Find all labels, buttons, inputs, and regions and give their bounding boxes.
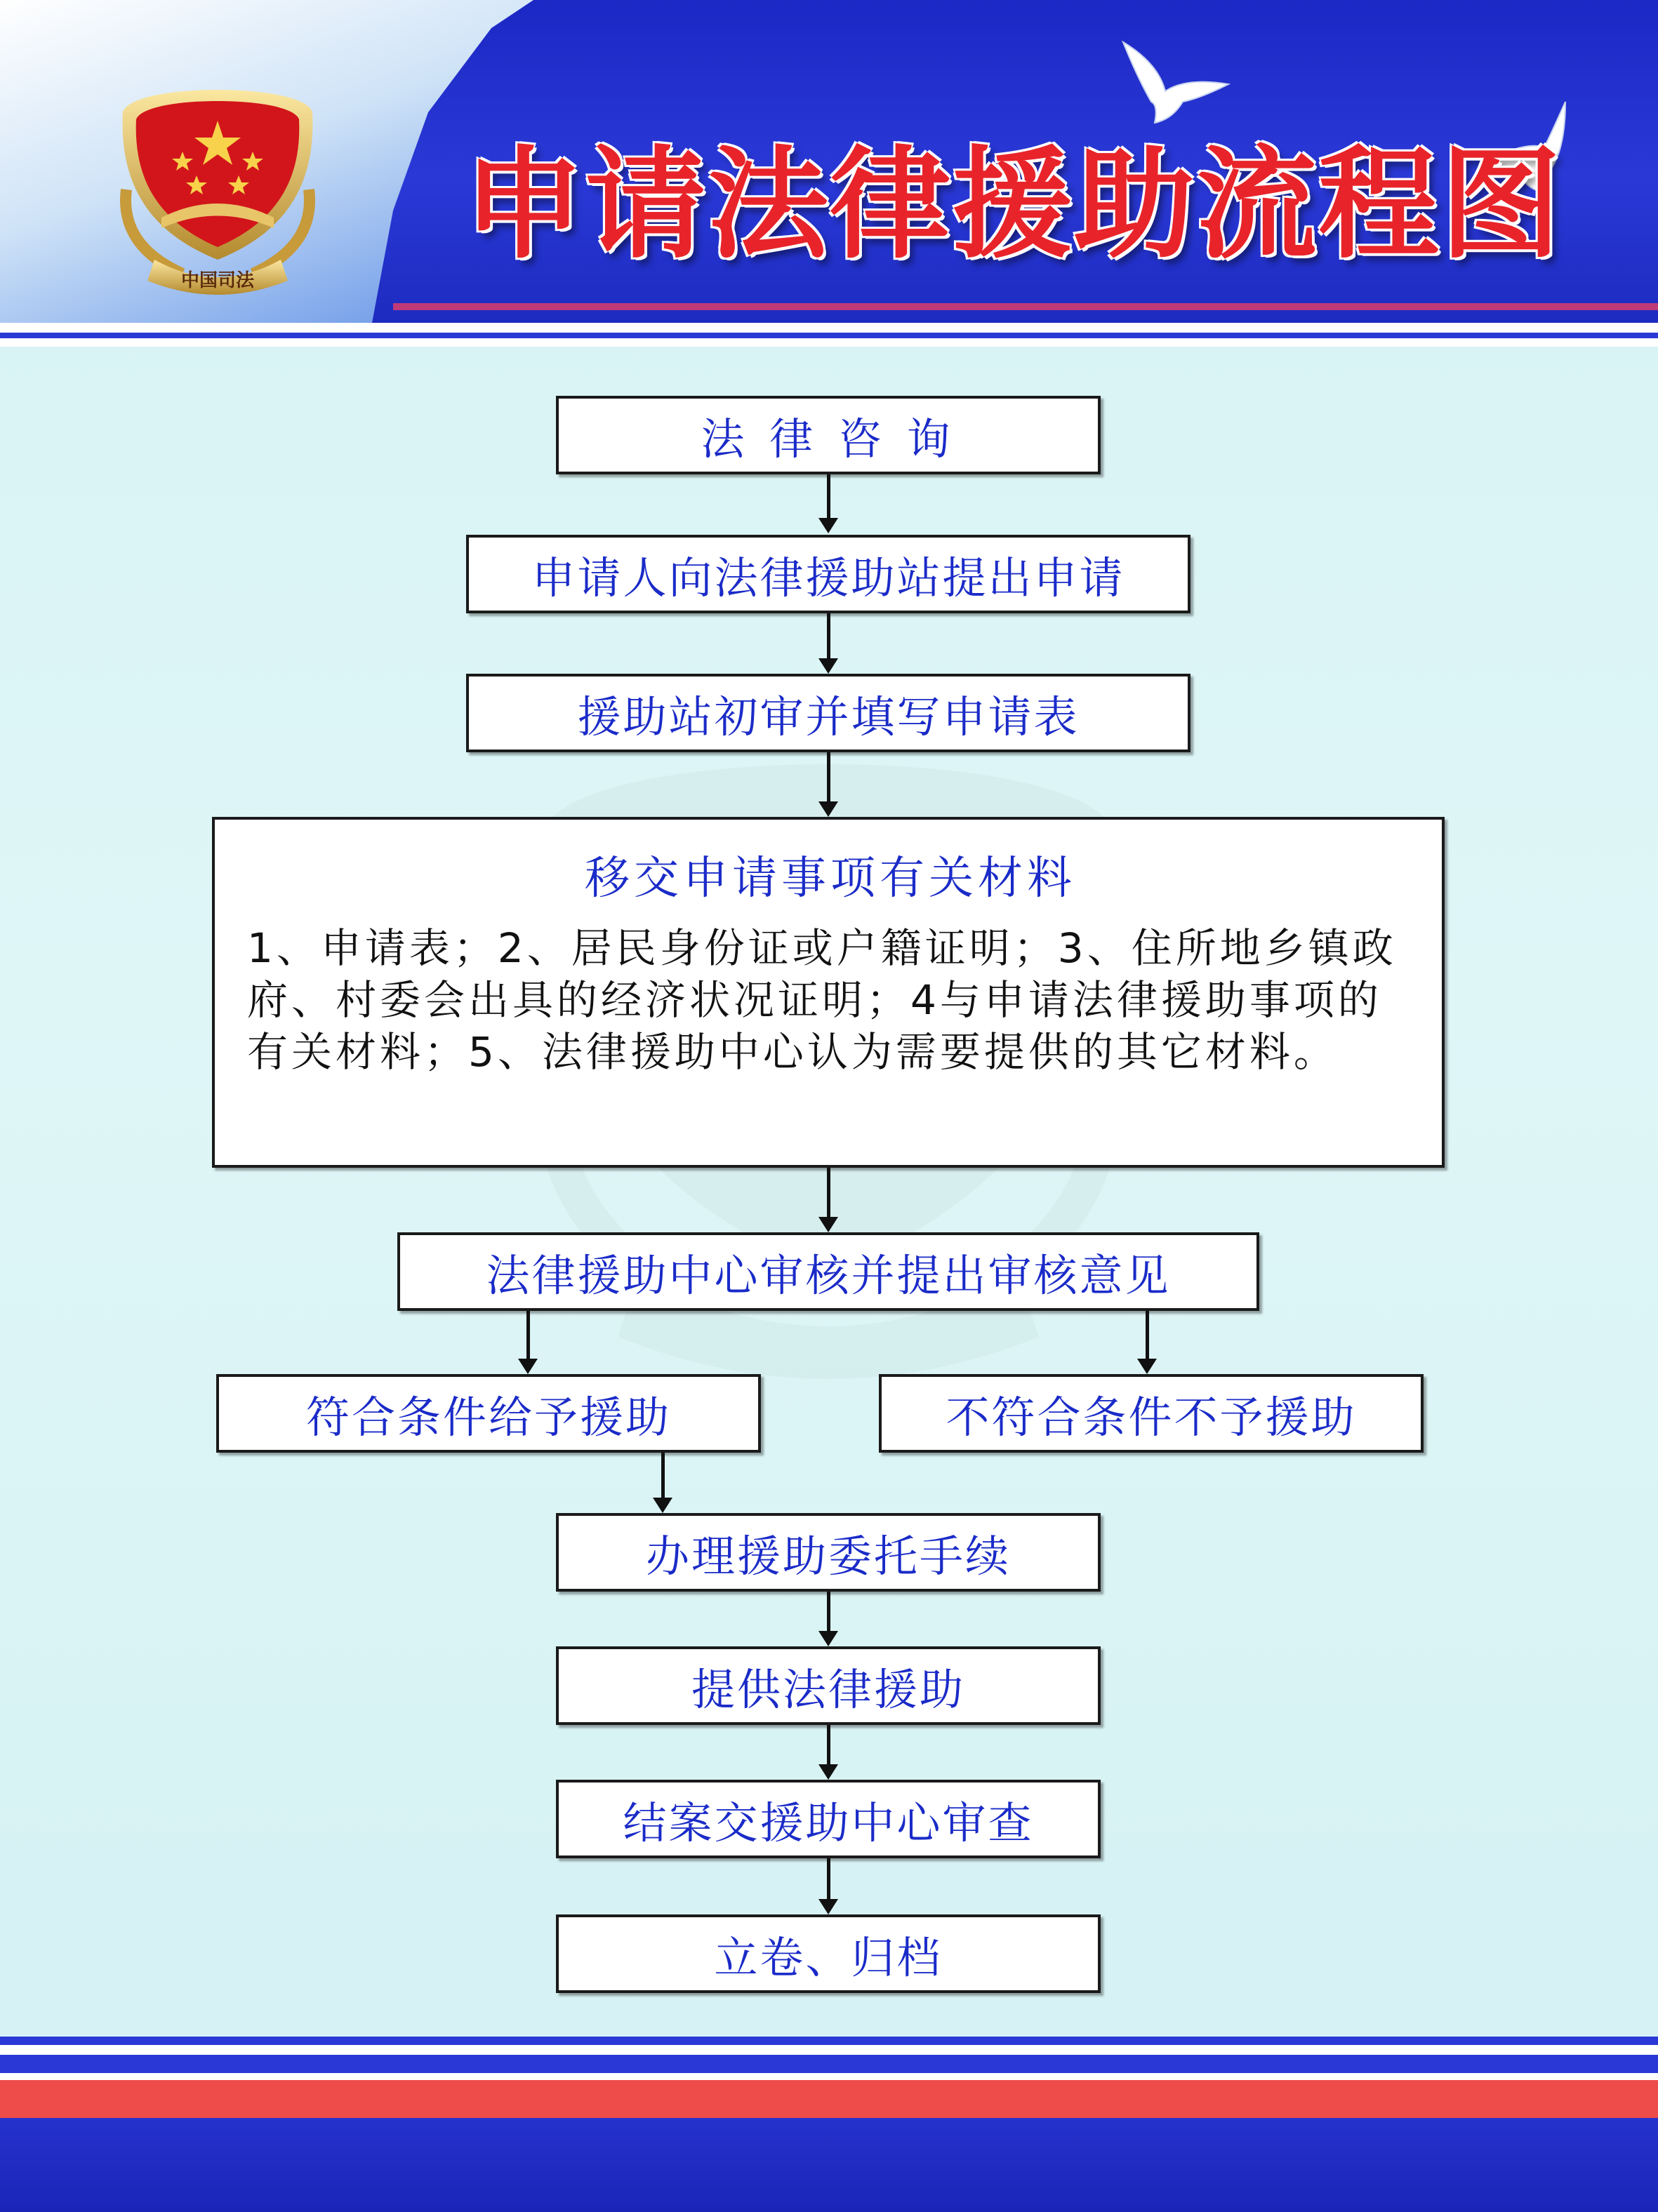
step-provide-aid: 提供法律援助 (556, 1646, 1101, 1725)
step-submit-application: 申请人向法律援助站提出申请 (466, 535, 1191, 613)
step-preliminary-review: 援助站初审并填写申请表 (466, 674, 1191, 752)
header-divider (0, 333, 1658, 338)
page-title: 申请法律援助流程图 (463, 133, 1563, 275)
step-legal-consultation: 法 律 咨 询 (556, 396, 1101, 474)
step-center-review: 法律援助中心审核并提出审核意见 (397, 1232, 1259, 1311)
footer-stripe (0, 2037, 1658, 2045)
footer-stripe (0, 2055, 1658, 2073)
justice-emblem-icon (105, 84, 330, 302)
footer-stripe (0, 2073, 1658, 2080)
branch-eligible: 符合条件给予援助 (216, 1374, 761, 1453)
materials-list: 1、申请表；2、居民身份证或户籍证明；3、住所地乡镇政府、村委会出具的经济状况证明；4与申请法律援助事项的有关材料；5、法律援助中心认为需要提供的其它材料。 (247, 924, 1397, 1076)
emblem-label: 中国司法 (180, 270, 255, 291)
footer-stripe (0, 2080, 1658, 2118)
footer-stripe (0, 2045, 1658, 2055)
header-divider (0, 323, 1658, 333)
branch-not-eligible: 不符合条件不予援助 (879, 1374, 1424, 1453)
step-file-archive: 立卷、归档 (556, 1914, 1101, 1993)
footer-band (0, 2118, 1658, 2212)
step-delegation-procedures: 办理援助委托手续 (556, 1513, 1101, 1592)
header-accent-stripe (393, 303, 1658, 310)
step-case-closure-review: 结案交援助中心审查 (556, 1780, 1101, 1858)
dove-icon (1116, 35, 1235, 126)
step-transfer-materials (212, 817, 1445, 1168)
header-divider (0, 338, 1658, 347)
materials-title: 移交申请事项有关材料 (585, 853, 1076, 905)
